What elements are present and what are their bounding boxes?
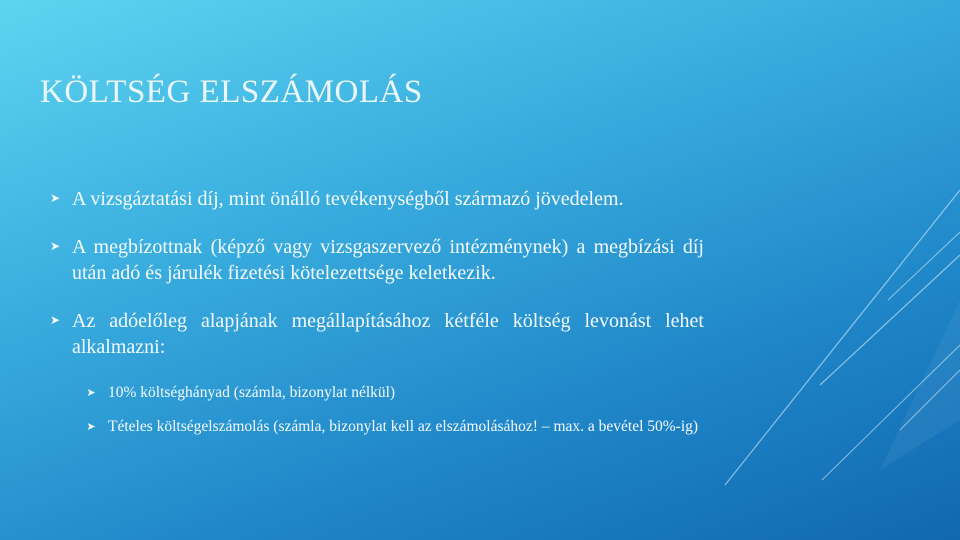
list-item xyxy=(48,234,704,286)
sub-list-item-text: Tételes költségelszámolás (számla, bizonylat kell az elszámolásához! – max. a bevétel 50%-ig) xyxy=(108,418,699,435)
list-item-text: A vizsgáztatási díj, mint önálló tevékenységből származó jövedelem. xyxy=(72,188,624,210)
sub-list-item xyxy=(84,416,704,438)
page-title: KÖLTSÉG ELSZÁMOLÁS xyxy=(40,74,423,110)
sub-list-item-text: 10% költséghányad (számla, bizonylat nélkül) xyxy=(108,384,396,401)
bullet-icon: ➤ xyxy=(86,387,96,399)
bullet-icon: ➤ xyxy=(86,421,96,433)
bullet-icon: ➤ xyxy=(49,239,61,253)
list-item-text: A megbízottnak (képző vagy vizsgaszervező intézménynek) a megbízási díj után adó és járulék fizetési kötelezettsége keletkezik. xyxy=(72,236,704,284)
list-item xyxy=(48,186,704,212)
bullet-icon: ➤ xyxy=(49,313,61,327)
sub-bullet-list xyxy=(48,382,704,438)
list-item xyxy=(48,308,704,360)
bullet-list xyxy=(48,186,704,450)
bullet-icon: ➤ xyxy=(49,191,61,205)
list-item-text: Az adóelőleg alapjának megállapításához kétféle költség levonást lehet alkalmazni: xyxy=(72,310,704,358)
sub-list-item xyxy=(84,382,704,404)
